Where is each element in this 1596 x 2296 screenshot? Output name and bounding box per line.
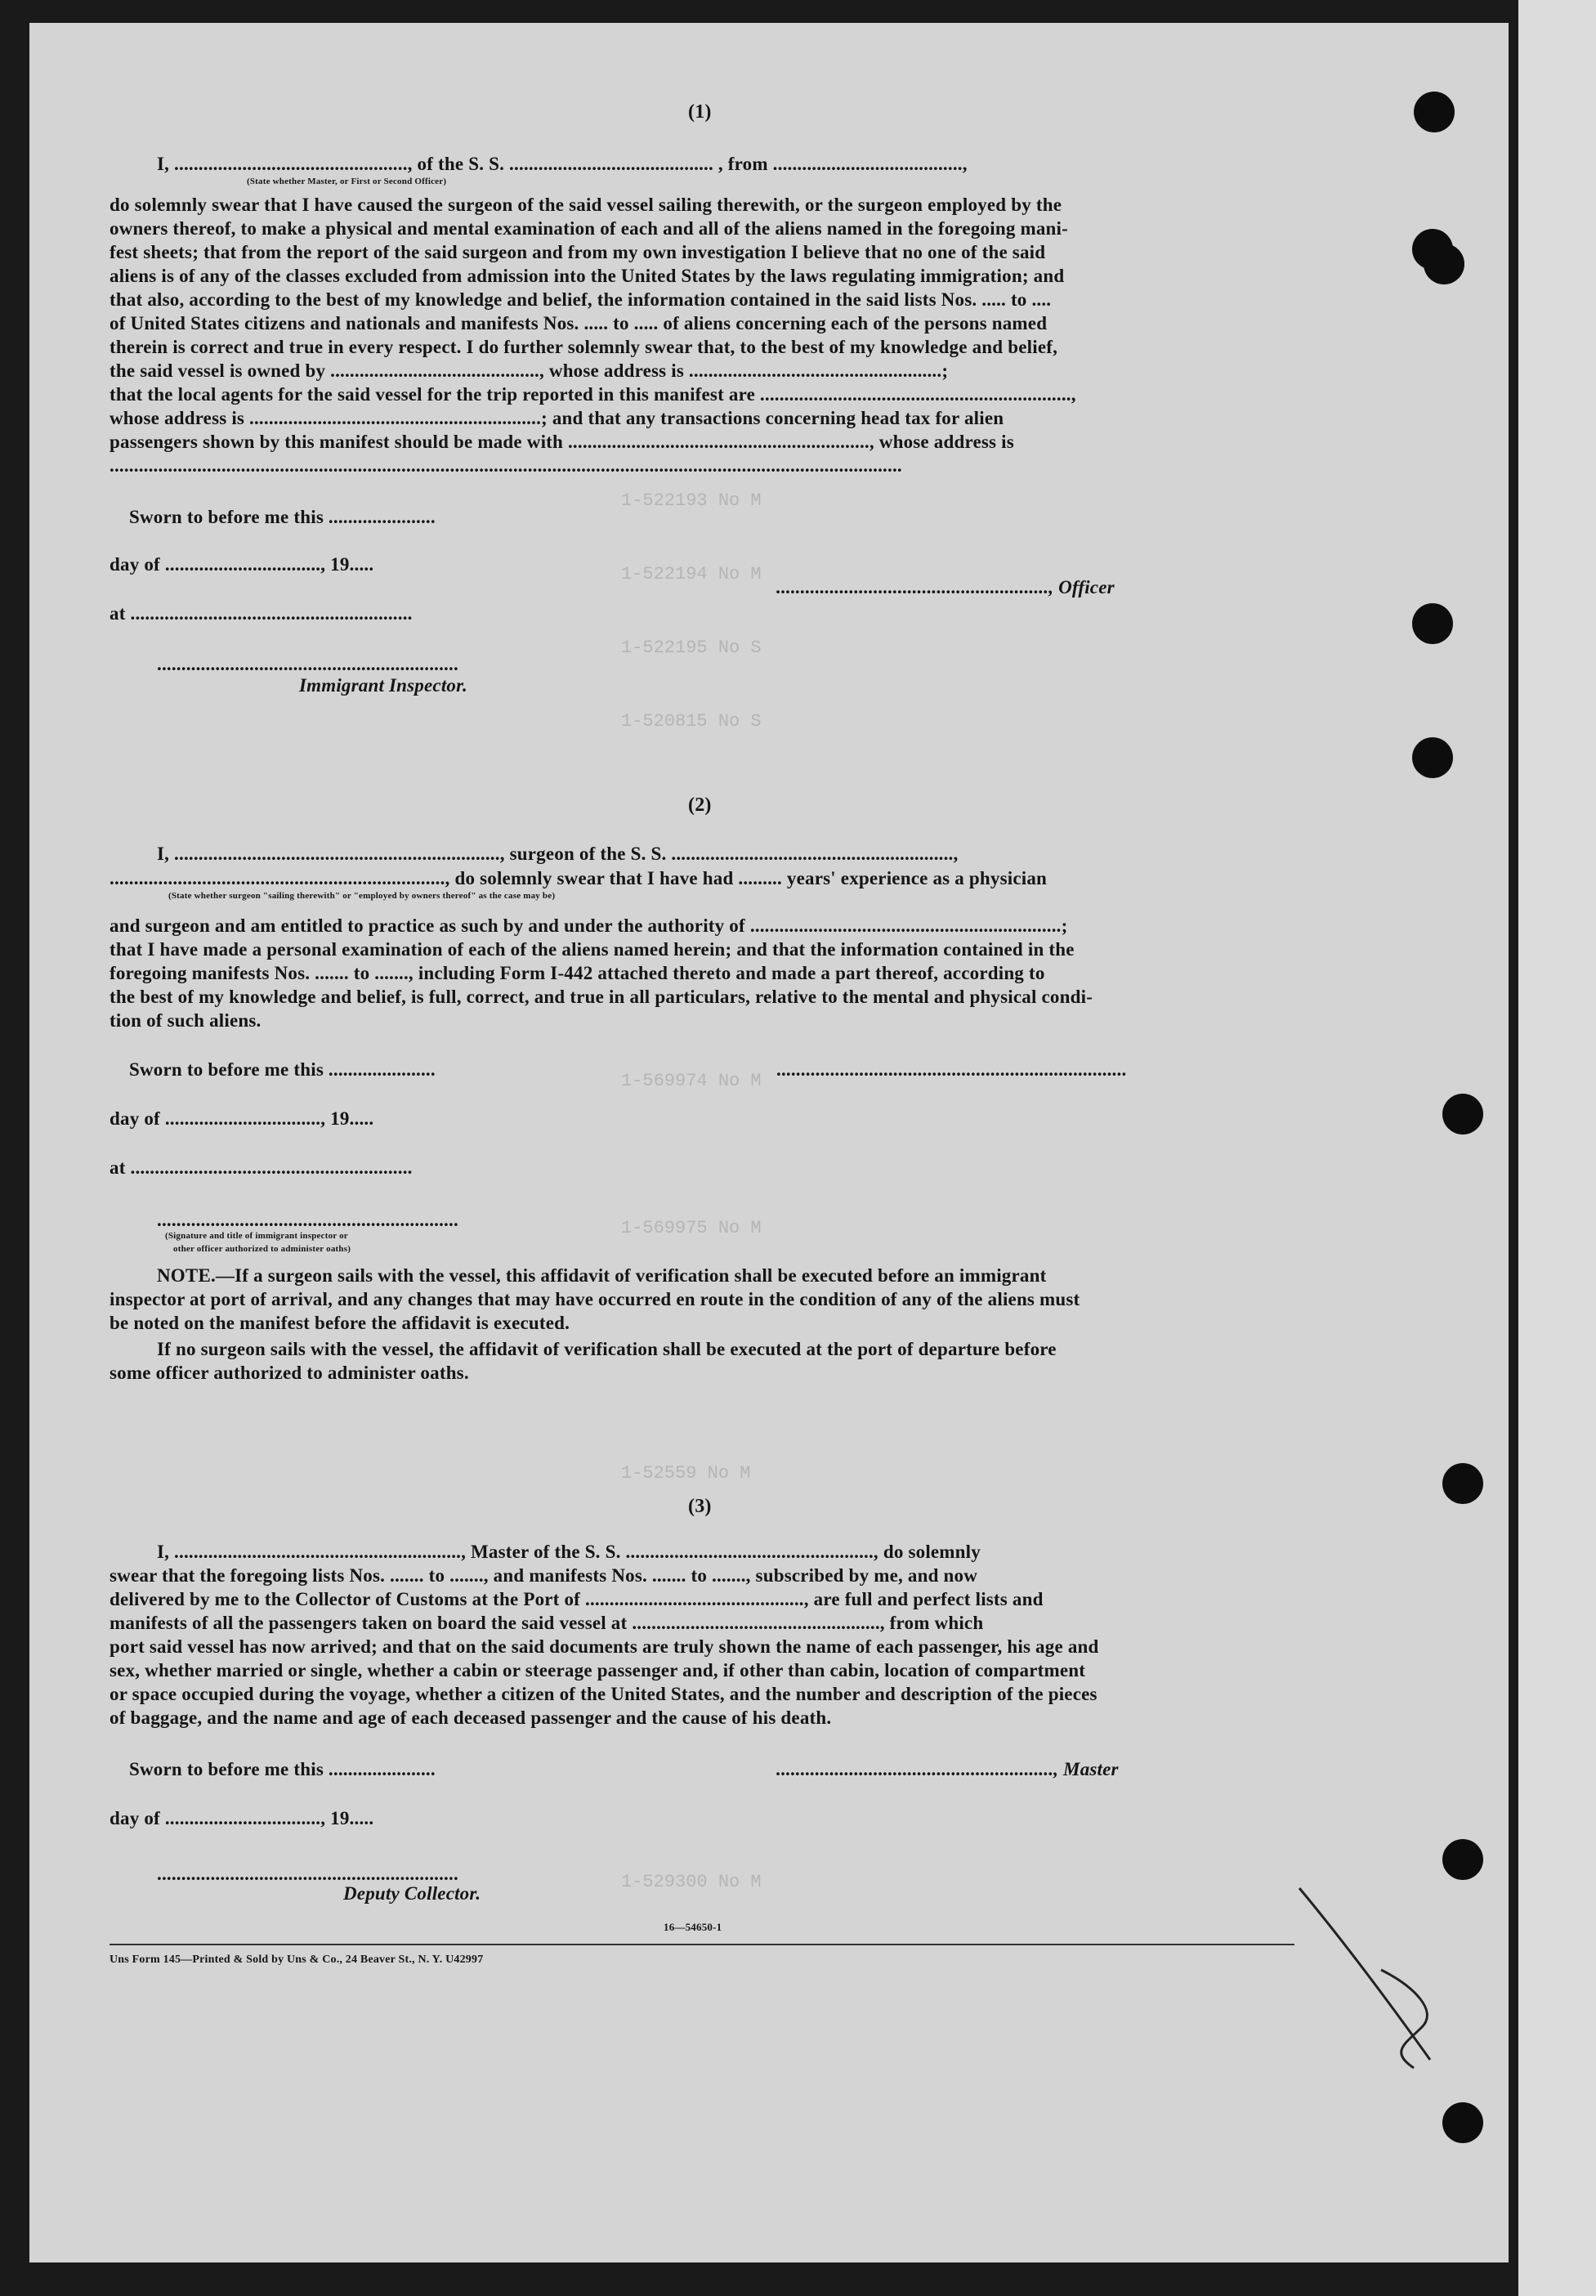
- section-1-number: (1): [688, 101, 712, 123]
- handwritten-mark: [1291, 1880, 1455, 2076]
- section-2-line: foregoing manifests Nos. ....... to ......., including Form I-442 attached thereto and made a part thereof, according to: [110, 963, 1045, 983]
- section-3-line: manifests of all the passengers taken on board the said vessel at ..................................................., from which: [110, 1613, 984, 1633]
- binder-hole: [1442, 2102, 1483, 2143]
- section-1-line: therein is correct and true in every respect. I do further solemnly swear that, to the best of my knowledge and belief,: [110, 337, 1058, 357]
- surgeon-signature-line: ........................................................................: [776, 1059, 1127, 1080]
- section-1-line: owners thereof, to make a physical and mental examination of each and all of the aliens named in the foregoing mani-: [110, 218, 1068, 239]
- section-1-line: of United States citizens and nationals and manifests Nos. ..... to ..... of aliens concerning each of the persons named: [110, 313, 1048, 333]
- note-line: be noted on the manifest before the affidavit is executed.: [110, 1313, 570, 1333]
- bleed-through: 1-569975 No M: [621, 1218, 762, 1238]
- sworn-line: Sworn to before me this ......................: [129, 1759, 436, 1779]
- section-2-line: that I have made a personal examination of each of the aliens named herein; and that the information contained in the: [110, 939, 1075, 960]
- immigrant-inspector-label: Immigrant Inspector.: [299, 675, 467, 696]
- bleed-through: 1-529300 No M: [621, 1872, 762, 1892]
- bleed-through: 1-522193 No M: [621, 490, 762, 511]
- binder-hole: [1442, 1839, 1483, 1880]
- binder-hole: [1442, 1094, 1483, 1135]
- caption-surgeon: (State whether surgeon "sailing therewith" or "employed by owners thereof" as the case may be): [168, 891, 556, 901]
- section-1-line: that also, according to the best of my knowledge and belief, the information contained in the said lists Nos. ..... to ....: [110, 289, 1052, 310]
- binder-hole: [1412, 603, 1453, 644]
- section-2-line: and surgeon and am entitled to practice as such by and under the authority of ................................................................;: [110, 915, 1068, 936]
- section-2-number: (2): [688, 794, 712, 816]
- section-1-line: do solemnly swear that I have caused the surgeon of the said vessel sailing therewith, or the surgeon employed by the: [110, 195, 1062, 215]
- section-2-line: the best of my knowledge and belief, is full, correct, and true in all particulars, relative to the mental and physical condi-: [110, 987, 1093, 1007]
- section-1-line: passengers shown by this manifest should be made with .............................................................., whose address is: [110, 432, 1014, 452]
- section-1-line: I, ................................................, of the S. S. .......................................... , from .......................................,: [157, 154, 968, 174]
- note-line: inspector at port of arrival, and any changes that may have occurred en route in the condition of any of the aliens must: [110, 1289, 1080, 1309]
- section-3-line: swear that the foregoing lists Nos. ....... to ......., and manifests Nos. ....... to ......., subscribed by me, and now: [110, 1565, 978, 1586]
- binder-hole: [1424, 244, 1464, 284]
- sworn-line: Sworn to before me this ......................: [129, 507, 436, 527]
- day-of-line: day of ................................, 19.....: [110, 554, 374, 575]
- bleed-through: 1-522194 No M: [621, 564, 762, 584]
- deputy-collector-label: Deputy Collector.: [343, 1883, 481, 1904]
- officer-signature-line: [776, 577, 1115, 598]
- binder-hole: [1442, 1463, 1483, 1504]
- section-3-line: delivered by me to the Collector of Customs at the Port of ............................................., are full and perfect lists and: [110, 1589, 1044, 1609]
- form-code: 16—54650-1: [664, 1921, 722, 1933]
- section-1-line: the said vessel is owned by ..........................................., whose address is ....................................................;: [110, 360, 949, 381]
- binder-hole: [1414, 92, 1455, 132]
- section-2-line: ....................................................................., do solemnly swear that I have had ......... years' experience as a physician: [110, 868, 1048, 888]
- note-line: some officer authorized to administer oaths.: [110, 1363, 469, 1383]
- section-1-line: that the local agents for the said vessel for the trip reported in this manifest are ................................................................,: [110, 384, 1076, 405]
- section-3-line: of baggage, and the name and age of each deceased passenger and the cause of his death.: [110, 1707, 832, 1728]
- binder-hole: [1412, 737, 1453, 778]
- page-edge: [1518, 0, 1596, 2296]
- caption-master: (State whether Master, or First or Second Officer): [247, 177, 447, 186]
- signature-caption: other officer authorized to administer oaths): [173, 1244, 351, 1254]
- section-2-line: tion of such aliens.: [110, 1010, 262, 1031]
- section-3-line: or space occupied during the voyage, whether a citizen of the United States, and the number and description of the pieces: [110, 1684, 1098, 1704]
- footer-rule: [110, 1944, 1294, 1945]
- signature-caption: (Signature and title of immigrant inspector or: [165, 1231, 348, 1241]
- collector-signature-dots: ..............................................................: [157, 1864, 458, 1884]
- section-3-line: I, ..........................................................., Master of the S. S. ..................................................., do solemnly: [157, 1542, 981, 1562]
- master-signature-line: [776, 1759, 1119, 1780]
- section-1-line: ...................................................................................................................................................................: [110, 455, 902, 476]
- bleed-through: 1-569974 No M: [621, 1071, 762, 1091]
- sworn-line: Sworn to before me this ......................: [129, 1059, 436, 1080]
- inspector-signature-dots: ..............................................................: [157, 654, 458, 674]
- bleed-through: 1-52559 No M: [621, 1463, 751, 1484]
- bleed-through: 1-522195 No S: [621, 638, 762, 658]
- section-3-line: sex, whether married or single, whether a cabin or steerage passenger and, if other than cabin, location of compartment: [110, 1660, 1086, 1681]
- section-1-line: whose address is ............................................................; and that any transactions concerning head tax for alien: [110, 408, 1004, 428]
- section-3-number: (3): [688, 1496, 712, 1517]
- day-of-line: day of ................................, 19.....: [110, 1808, 374, 1828]
- day-of-line: day of ................................, 19.....: [110, 1108, 374, 1129]
- section-2-line: I, ..................................................................., surgeon of the S. S. ..........................................................,: [157, 844, 959, 864]
- inspector-signature-dots: ..............................................................: [157, 1210, 458, 1230]
- officer-label: ........................................................, Officer: [776, 577, 1115, 597]
- manifest-back-page: [29, 23, 1509, 2262]
- section-1-line: fest sheets; that from the report of the said surgeon and from my own investigation I believe that no one of the said: [110, 242, 1046, 262]
- section-3-line: port said vessel has now arrived; and that on the said documents are truly shown the name of each passenger, his age and: [110, 1636, 1099, 1657]
- at-line: at ..........................................................: [110, 603, 413, 624]
- printer-imprint: Uns Form 145—Printed & Sold by Uns & Co., 24 Beaver St., N. Y. U42997: [110, 1954, 484, 1966]
- bleed-through: 1-520815 No S: [621, 711, 762, 732]
- note-line: NOTE.—If a surgeon sails with the vessel, this affidavit of verification shall be executed before an immigrant: [157, 1265, 1047, 1286]
- master-label: ........................................................., Master: [776, 1759, 1119, 1779]
- section-1-line: aliens is of any of the classes excluded from admission into the United States by the laws regulating immigration; and: [110, 266, 1065, 286]
- note-line: If no surgeon sails with the vessel, the affidavit of verification shall be executed at the port of departure before: [157, 1339, 1057, 1359]
- at-line: at ..........................................................: [110, 1157, 413, 1178]
